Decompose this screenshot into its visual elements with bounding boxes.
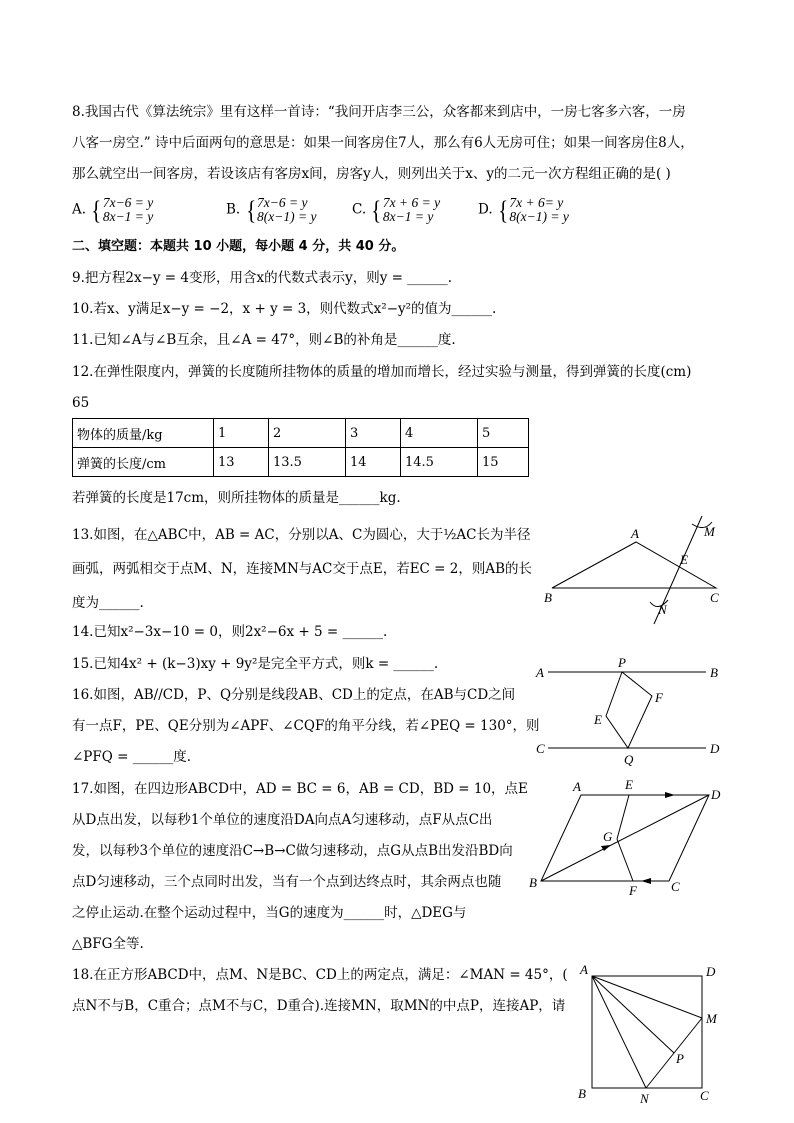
table-cell: 物体的质量/kg (73, 419, 214, 448)
table-cell: 弹簧的长度/cm (73, 448, 214, 477)
table-cell: 1 (214, 419, 269, 448)
q12-line3: 若弹簧的长度是17cm，则所挂物体的质量是______kg. (72, 490, 401, 506)
option-a-row2: 8x−1 = y (102, 209, 154, 224)
option-b: B. {7x−6 = y 8(x−1) = y (226, 195, 317, 225)
label-c: C (671, 879, 680, 894)
q13-line1: 13.如图，在△ABC中，AB = AC，分别以A、C为圆心，大于½AC长为半径 (72, 527, 531, 543)
option-c-row1: 7x + 6 = y (382, 195, 441, 210)
label-a: A (580, 962, 588, 977)
table-cell: 13.5 (269, 448, 346, 477)
quadrilateral-abcd-figure (525, 775, 730, 900)
q17-line5: 之停止运动.在整个运动过程中，当G的速度为______时，△DEG与 (72, 905, 467, 921)
line-am (592, 976, 702, 1018)
line-an (592, 976, 646, 1088)
square-abcd (592, 976, 702, 1088)
q17-line6: △BFG全等. (72, 936, 144, 952)
q12-line2: 65 (72, 395, 90, 411)
label-c: C (536, 741, 545, 756)
label-n: N (658, 602, 667, 617)
mass-length-table (72, 418, 529, 477)
label-d: D (710, 741, 720, 756)
label-e: E (625, 777, 633, 792)
option-c-row2: 8x−1 = y (382, 209, 434, 224)
q17-line2: 从D点出发，以每秒1个单位的速度沿DA向点A匀速移动，点F从点C出 (72, 812, 493, 828)
q16-line2: 有一点F，PE、QE分别为∠APF、∠CQF的角平分线，若∠PEQ = 130°，则 (72, 718, 540, 734)
label-a: A (536, 665, 544, 680)
table-row (73, 448, 529, 477)
line-ap (592, 976, 674, 1053)
quad-pfqe (606, 672, 652, 748)
q17-line3: 发，以每秒3个单位的速度沿C→B→C做匀速移动，点G从点B出发沿BD向 (72, 843, 513, 859)
label-f: F (655, 690, 663, 705)
label-b: B (710, 665, 718, 680)
q15: 15.已知4x² + (k−3)xy + 9y²是完全平方式，则k = ______. (72, 656, 439, 672)
q18-line2: 点N不与B，C重合；点M不与C，D重合).连接MN，取MN的中点P，连接AP，请 (72, 998, 566, 1014)
option-b-row1: 7x−6 = y (257, 195, 308, 210)
q13-line2: 画弧，两弧相交于点M、N，连接MN与AC交于点E，若EC = 2，则AB的长 (72, 561, 533, 577)
section-header: 二、填空题：本题共 10 小题，每小题 4 分，共 40 分。 (72, 239, 405, 254)
label-b: B (529, 875, 537, 890)
option-d: D. {7x + 6= y 8(x−1) = y (478, 195, 569, 225)
label-b: B (578, 1086, 586, 1101)
line-mn (646, 1018, 702, 1088)
label-c: C (710, 590, 719, 605)
label-d: D (711, 787, 721, 802)
triangle-abc (552, 542, 716, 588)
line-eg (617, 795, 629, 839)
option-a: A. {7x−6 = y 8x−1 = y (72, 195, 154, 225)
arrow-cb (641, 878, 651, 884)
q14: 14.已知x²−3x−10 = 0，则2x²−6x + 5 = ______. (72, 624, 388, 640)
q12-line1: 12.在弹性限度内，弹簧的长度随所挂物体的质量的增加而增长，经过实验与测量，得到弹簧的长度(cm) (72, 364, 692, 380)
label-m: M (706, 1011, 717, 1026)
table-cell: 2 (269, 419, 346, 448)
q8-line1: 8.我国古代《算法统宗》里有这样一首诗：“我问开店李三公，众客都来到店中，一房七客多六客，一房 (72, 104, 686, 120)
option-c: C. {7x + 6 = y 8x−1 = y (352, 195, 441, 225)
label-d: D (706, 964, 716, 979)
table-cell: 15 (478, 448, 529, 477)
option-d-row2: 8(x−1) = y (509, 209, 569, 224)
table-cell: 13 (214, 448, 269, 477)
label-n: N (640, 1091, 649, 1105)
q18-line1: 18.在正方形ABCD中，点M、N是BC、CD上的两定点，满足：∠MAN = 45°，( (72, 967, 568, 983)
label-p: P (618, 655, 626, 670)
q16-line3: ∠PFQ = ______度. (72, 749, 192, 765)
label-e: E (680, 552, 688, 567)
arrow-da (665, 792, 675, 798)
label-e: E (594, 712, 602, 727)
option-b-row2: 8(x−1) = y (257, 209, 317, 224)
q17-line1: 17.如图，在四边形ABCD中，AD = BC = 6，AB = CD，BD = 10，点E (72, 781, 528, 797)
q9: 9.把方程2x−y = 4变形，用含x的代数式表示y，则y = ______. (72, 270, 453, 286)
table-cell: 3 (346, 419, 401, 448)
q8-line2: 八客一房空.” 诗中后面两句的意思是：如果一间客房住7人，那么有6人无房可住；如果一间客房住8人， (72, 135, 694, 151)
q16-line1: 16.如图，AB//CD，P、Q分别是线段AB、CD上的定点，在AB与CD之间 (72, 687, 516, 703)
table-cell: 14.5 (401, 448, 478, 477)
table-cell: 5 (478, 419, 529, 448)
label-c: C (700, 1088, 709, 1103)
table-row (73, 419, 529, 448)
q11: 11.已知∠A与∠B互余，且∠A = 47°，则∠B的补角是______度. (72, 332, 456, 348)
q17-line4: 点D匀速移动，三个点同时出发，当有一个点到达终点时，其余两点也随 (72, 874, 502, 890)
label-q: Q (624, 752, 634, 767)
arrow-bd (601, 845, 611, 851)
label-b: B (544, 590, 552, 605)
table-cell: 14 (346, 448, 401, 477)
square-abcd-figure (570, 960, 730, 1105)
q10: 10.若x、y满足x−y = −2，x + y = 3，则代数式x²−y²的值为______. (72, 301, 497, 317)
triangle-abc-figure (530, 510, 740, 630)
q13-line3: 度为______. (72, 595, 144, 611)
table-cell: 4 (401, 419, 478, 448)
label-m: M (704, 524, 715, 539)
label-f: F (629, 883, 637, 898)
label-g: G (603, 829, 613, 844)
label-a: A (631, 526, 639, 541)
label-a: A (573, 779, 581, 794)
option-a-row1: 7x−6 = y (102, 195, 154, 210)
parallel-lines-figure (530, 650, 730, 770)
label-p: P (676, 1051, 684, 1066)
line-gf (617, 839, 633, 881)
q8-line3: 那么就空出一间客房，若设该店有客房x间，房客y人，则列出关于x、y的二元一次方程组正确的是( ) (72, 166, 671, 182)
option-d-row1: 7x + 6= y (509, 195, 564, 210)
